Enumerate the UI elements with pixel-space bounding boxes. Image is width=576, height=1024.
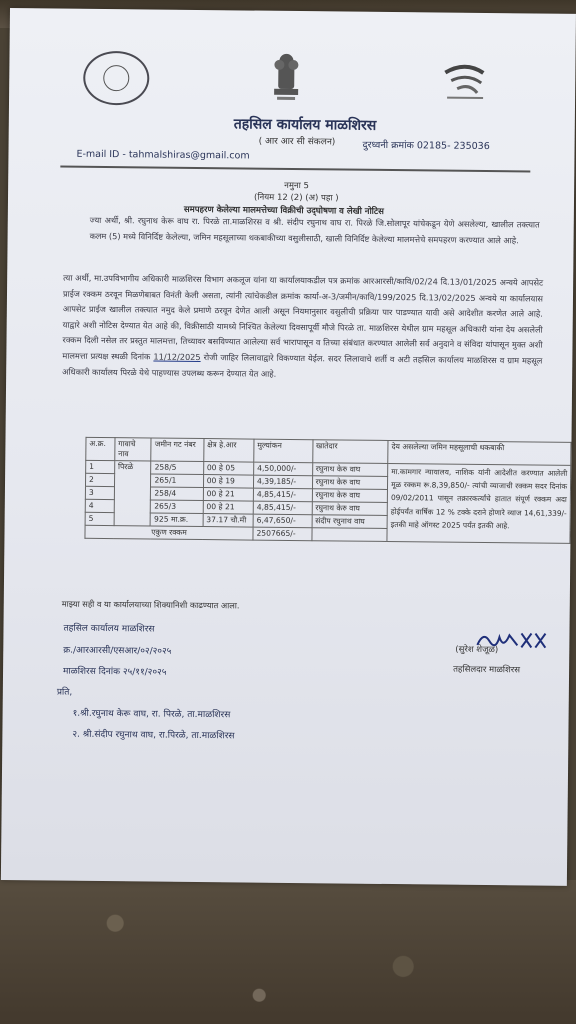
- department-logo-icon: [437, 62, 493, 103]
- district-seal-icon: [83, 51, 150, 106]
- table-cell-sr: 1: [86, 460, 115, 473]
- total-label: एकुण रक्कम: [85, 525, 253, 540]
- paragraph-2: [62, 271, 543, 385]
- table-cell-area: 00 हे 05: [203, 462, 253, 476]
- seal-note: माझ्या सही व या कार्यालयाच्या शिक्यानिशी काढण्यात आला.: [61, 598, 240, 611]
- table-cell-holder: रघुनाथ केरु वाघ: [312, 489, 388, 503]
- table-cell-value: 4,50,000/-: [254, 462, 313, 476]
- table-cell-area: 00 हे 19: [203, 475, 253, 489]
- table-cell-value: 4,39,185/-: [253, 475, 312, 489]
- national-emblem-icon: [269, 51, 304, 107]
- table-cell-value: 4,85,415/-: [253, 488, 312, 502]
- email-line: E-mail ID - tahmalshiras@gmail.com: [76, 148, 250, 162]
- table-cell-holder: रघुनाथ केरु वाघ: [312, 476, 388, 490]
- table-cell-gat: 265/1: [151, 474, 203, 488]
- office-title: तहसिल कार्यालय माळशिरस: [233, 116, 377, 134]
- column-header: मुल्यांकन: [254, 439, 313, 463]
- table-cell-gat: 258/5: [151, 461, 203, 475]
- rule-reference: (नियम 12 (2) (अ) पहा ): [253, 192, 339, 204]
- form-number: नमुना 5: [284, 180, 310, 192]
- header-divider: [60, 166, 530, 173]
- to-label: प्रति,: [56, 687, 73, 698]
- column-header: गावाचे नाव: [115, 438, 152, 461]
- table-cell-holder: संदीप रघुनाथ वाघ: [312, 515, 388, 529]
- office-subtitle: ( आर आर सी संकलन): [258, 136, 336, 148]
- issue-date: माळशिरस दिनांक २५/११/२०२५: [63, 666, 167, 678]
- table-cell-gat: 258/4: [151, 487, 203, 501]
- table-cell-gat: 265/3: [151, 500, 203, 514]
- reference-number: क्र./आरआरसी/एसआर/०२/२०२५: [63, 645, 172, 657]
- paragraph-2-text-end: रोजी जाहिर लिलावाद्वारे विकण्यात येईल. सदर लिलावाचे शर्ती व अटी तहसिल कार्यालय माळशिरस व ग्राम महसूल अधिकारी कार्यालय पिरळे येथे पाहण्यास उपलब्ध करून देण्यात येत आहे.: [62, 352, 543, 379]
- column-header: अ.क्र.: [86, 437, 115, 460]
- table-cell-area: 00 हे 21: [203, 501, 253, 515]
- signer-name: (सुरेश शेजूळ): [455, 644, 499, 656]
- table-cell-sr: 2: [85, 473, 114, 486]
- paragraph-2-text: त्या अर्थी, मा.उपविभागीय अधिकारी माळशिरस विभाग अकलूज यांना या कार्यालयाकडील पत्र क्रमांक आरआरसी/कावि/02/24 दि.13/01/2025 अन्वये आपसेट प्राईज रक्कम ठरवून मिळणेबाबत विनंती केली असता, त्यांनी त्यांचेकडील क्रमांक कार्या-अ-3/जमीन/कावि/199/2025 दि.13/02/2025 अन्वये या कार्यालयास आपसेट प्राईज खालील तक्त्यात नमुद केले प्रमाणे ठरवून देणेत आली असून नियमानुसार वसुलीची प्रक्रिया पार पाडण्यात यावी असे आदेशीत करणेत आले आहे. याद्वारे अशी नोटिस देण्यात येत आहे की, विक्रीसाठी यामध्ये निश्चित केलेल्या दिवसापूर्वी मौजे पिरळे ता. माळशिरस येथील ग्राम महसूल अधिकारी यांना देय असलेली रक्कम दिली नसेल तर प्रस्तुत मालमत्ता, तिच्यावर बसविण्यात आलेल्या सर्व भारापासून व तिच्या संबंधात करण्यात आलेली सर्व अनुदाने व संविदा यांपासून मुक्त अशी मालमत्ता प्रत्यक्ष स्थळी दिनांक: [62, 272, 544, 362]
- property-table: [84, 437, 571, 544]
- table-cell-sr: 4: [85, 499, 114, 512]
- table-cell-area: 37.17 चौ.मी: [203, 514, 253, 528]
- phone-line: दुरध्वनी क्रमांक 02185- 235036: [362, 139, 490, 153]
- column-header: जमीन गट नंबर: [151, 438, 203, 462]
- table-cell-liability: मा.कामगार न्यायालय, नाशिक यांनी आदेशीत करण्यात आलेली मूळ रक्कम रू.8,39,850/- त्यांची व्याजाची रक्कम सदर दिनांक 09/02/2011 पासून तक्रारकर्त्यांचे हातात संपूर्ण रक्कम अदा होईपर्यंत वार्षिक 12 % टक्के दराने होणारे व्याज 14,61,339/- इतकी माहे ऑगस्ट 2025 पर्यंत इतकी आहे.: [387, 463, 571, 543]
- table-cell-village: पिरळे: [114, 461, 151, 526]
- signer-designation: तहसिलदार माळशिरस: [453, 664, 521, 676]
- table-cell-holder: रघुनाथ केरु वाघ: [312, 463, 388, 477]
- table-cell-area: 00 हे 21: [203, 488, 253, 502]
- table-cell-value: 4,85,415/-: [253, 501, 312, 515]
- total-empty-cell: [312, 528, 388, 542]
- recipient-1: १.श्री.रघुनाथ केरू वाघ, रा. पिरळे, ता.माळशिरस: [72, 708, 231, 721]
- notice-title: समपहरण केलेल्या मालमत्तेच्या विक्रीची उद्‌घोषणा व लेखी नोटिस: [183, 204, 384, 217]
- table-cell-value: 6,47,650/-: [253, 514, 312, 528]
- paragraph-1: ज्या अर्थी, श्री. रघुनाथ केरू वाघ रा. पिरळे ता.माळशिरस व श्री. संदीप रघुनाथ वाघ रा. पिरळे जि.सोलापूर यांचेकडून येणे असलेल्या, खालील तक्त्यात कलम (5) मध्ये विनिर्दिष्ट केलेल्या, जमिन महसूलाच्या थकबाकीच्या वसुलीसाठी, खाली विनिर्दिष्ट केलेल्या मालमत्तेचे समपहरण करण्यात आले आहे.: [89, 214, 540, 245]
- total-value: 2507665/-: [253, 527, 312, 541]
- auction-date: 11/12/2025: [153, 351, 201, 362]
- recipient-2: २. श्री.संदीप रघुनाथ वाघ, रा.पिरळे, ता.माळशिरस: [72, 729, 235, 742]
- issuing-office: तहसिल कार्यालय माळशिरस: [63, 623, 155, 635]
- notice-document: [1, 8, 576, 886]
- column-header: देय असलेल्या जमिन महसूलाची थकबाकी: [388, 440, 571, 465]
- column-header: क्षेत्र हे.आर: [203, 439, 254, 463]
- table-cell-gat: 925 मा.क्र.: [151, 513, 203, 527]
- table-cell-holder: रघुनाथ केरु वाघ: [312, 502, 388, 516]
- table-cell-sr: 5: [85, 512, 114, 525]
- background-surface-bottom: [0, 880, 576, 1024]
- table-cell-sr: 3: [85, 486, 114, 499]
- column-header: खातेदार: [312, 440, 388, 464]
